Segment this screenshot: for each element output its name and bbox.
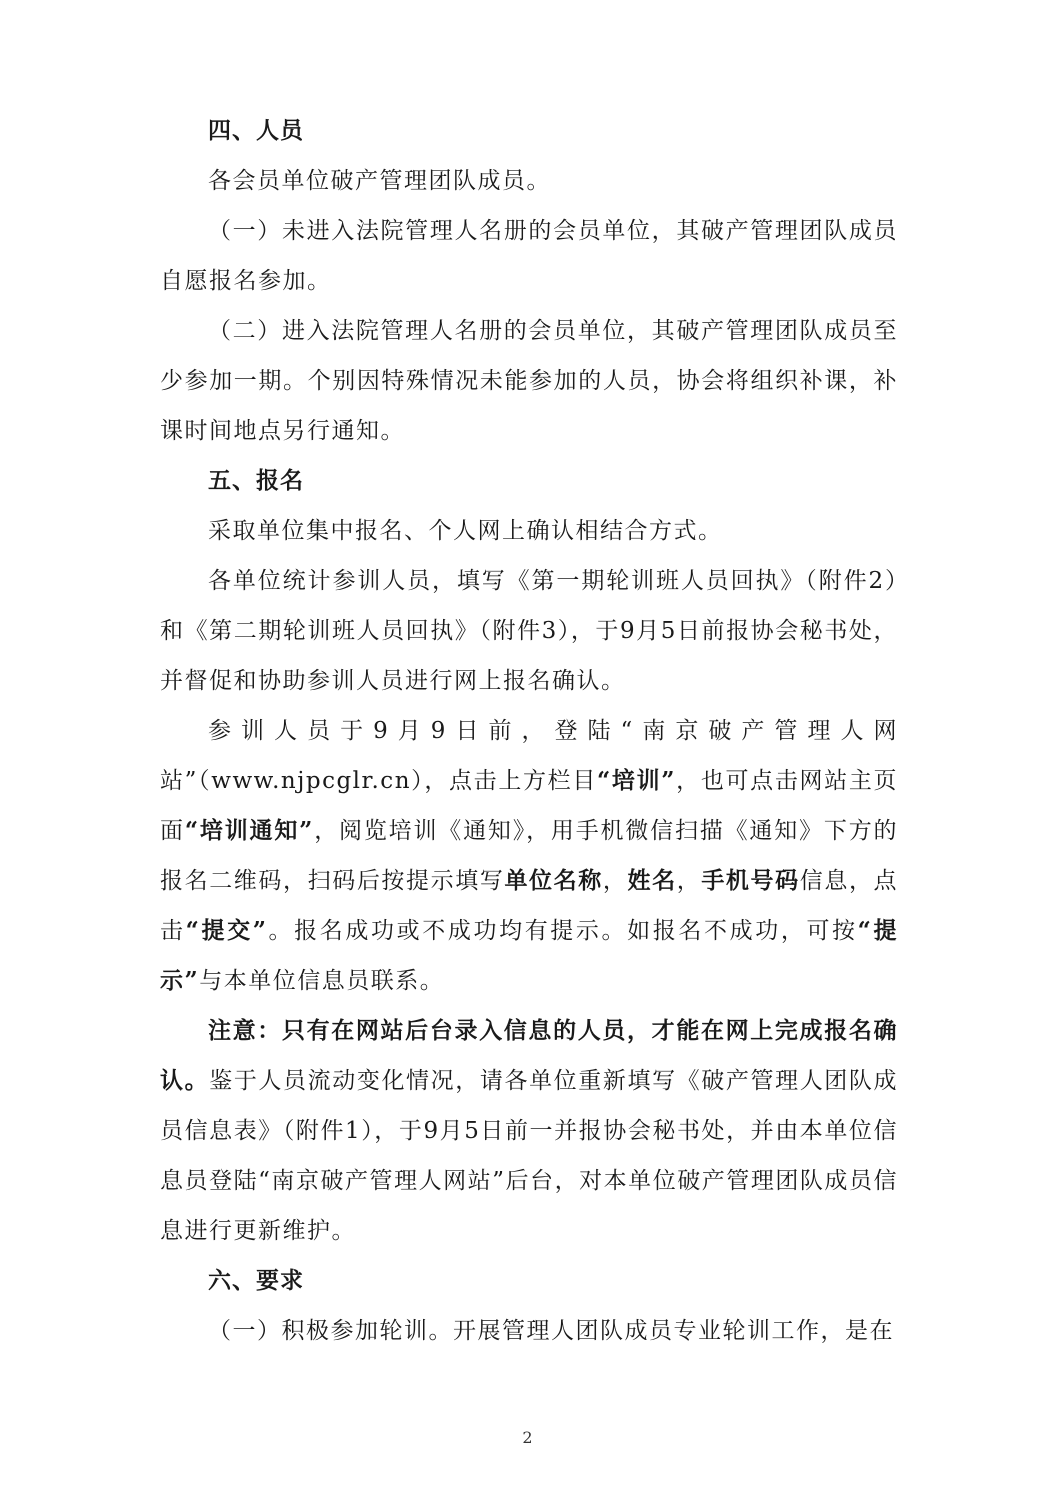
- text-run: 。报名成功或不成功均有提示。如报名不成功，可按: [267, 918, 858, 944]
- paragraph-notice: [160, 1006, 898, 1256]
- section-heading-requirements: 六、要求: [208, 1268, 304, 1294]
- bold-text: “提示”: [160, 917, 899, 994]
- bold-text: 姓名: [627, 867, 677, 894]
- bold-text: “提交”: [185, 917, 268, 944]
- text-run: ，: [676, 868, 702, 894]
- paragraph: （一）积极参加轮训。开展管理人团队成员专业轮训工作，是在: [208, 1318, 894, 1344]
- page-number: 2: [522, 1428, 533, 1447]
- bold-text: “培训通知”: [184, 817, 314, 844]
- paragraph: 各单位统计参训人员，填写《第一期轮训班人员回执》（附件2）和《第二期轮训班人员回执》（附件3），于9月5日前报协会秘书处，并督促和协助参训人员进行网上报名确认。: [160, 568, 898, 694]
- paragraph: 各会员单位破产管理团队成员。: [208, 168, 551, 194]
- bold-text: 手机号码: [701, 867, 800, 894]
- paragraph-online-confirmation: [160, 706, 898, 1006]
- text-run: ，也可点击网站主页面: [160, 768, 898, 844]
- text-run: 信息，点击: [160, 868, 899, 944]
- section-heading-registration: 五、报名: [208, 468, 304, 494]
- text-run: ，阅览培训《通知》，用手机微信扫描《通知》下方的报名二维码，扫码后按提示填写: [160, 818, 899, 894]
- text-run: 参训人员于9月9日前，登陆“南京破产管理人网站”（www.njpcglr.cn），点击上方栏目: [160, 718, 898, 794]
- paragraph: （一）未进入法院管理人名册的会员单位，其破产管理团队成员自愿报名参加。: [160, 218, 898, 294]
- text-run: 鉴于人员流动变化情况，请各单位重新填写《破产管理人团队成员信息表》（附件1），于9月5日前一并报协会秘书处，并由本单位信息员登陆“南京破产管理人网站”后台，对本单位破产管理团队成员信息进行更新维护。: [160, 1068, 899, 1244]
- text-run: ，: [602, 868, 628, 894]
- bold-text: “培训”: [597, 767, 676, 794]
- bold-text: 注意：只有在网站后台录入信息的人员，才能在网上完成报名确认。: [160, 1017, 898, 1094]
- paragraph: （二）进入法院管理人名册的会员单位，其破产管理团队成员至少参加一期。个别因特殊情况未能参加的人员，协会将组织补课，补课时间地点另行通知。: [160, 318, 898, 444]
- bold-text: 单位名称: [504, 867, 603, 894]
- document-body: [160, 106, 898, 1356]
- paragraph: 采取单位集中报名、个人网上确认相结合方式。: [208, 518, 723, 544]
- section-heading-personnel: 四、人员: [208, 118, 304, 144]
- text-run: 与本单位信息员联系。: [199, 968, 445, 994]
